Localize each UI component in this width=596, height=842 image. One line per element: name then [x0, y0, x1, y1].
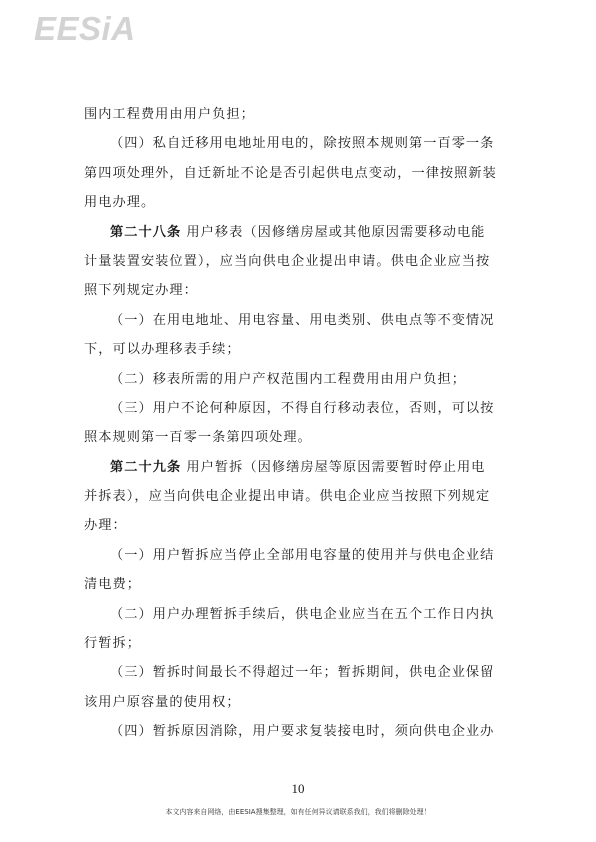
- line-text: 照本规则第一百零一条第四项处理。: [84, 430, 312, 446]
- line-text: 该用户原容量的使用权；: [84, 694, 241, 710]
- article-number: 第二十九条: [110, 459, 182, 475]
- text-line: [84, 188, 514, 217]
- text-line: [84, 129, 514, 158]
- text-line: [84, 276, 514, 305]
- line-text: 照下列规定办理：: [84, 283, 198, 299]
- line-text: （三）用户不论何种原因，不得自行移动表位，否则，可以按: [110, 400, 495, 416]
- line-text: （一）用户暂拆应当停止全部用电容量的使用并与供电企业结: [110, 547, 495, 563]
- document-body: [84, 100, 514, 747]
- text-line: [84, 423, 514, 452]
- text-line: [84, 159, 514, 188]
- text-line: [84, 453, 514, 482]
- line-text: 计量装置安装位置），应当向供电企业提出申请。供电企业应当按: [84, 253, 491, 269]
- text-line: [84, 394, 514, 423]
- line-text: 下，可以办理移表手续；: [84, 342, 241, 358]
- text-line: [84, 717, 514, 746]
- line-text: 用户暂拆（因修缮房屋等原因需要暂时停止用电: [181, 459, 486, 475]
- text-line: [84, 335, 514, 364]
- footer-disclaimer: 本文内容来自网络，由EESIA搜集整理，如有任何异议请联系我们，我们将删除处理！: [165, 808, 431, 816]
- eesia-logo: EESiA: [34, 10, 136, 47]
- text-line: [84, 100, 514, 129]
- line-text: 用户移表（因修缮房屋或其他原因需要移动电能: [181, 224, 486, 240]
- text-line: [84, 629, 514, 658]
- text-line: [84, 218, 514, 247]
- line-text: 第四项处理外，自迁新址不论是否引起供电点变动，一律按照新装: [84, 165, 497, 181]
- line-text: （四）私自迁移用电地址用电的，除按照本规则第一百零一条: [110, 136, 495, 152]
- text-line: [84, 365, 514, 394]
- line-text: （四）暂拆原因消除，用户要求复装接电时，须向供电企业办: [110, 724, 495, 740]
- line-text: （二）用户办理暂拆手续后，供电企业应当在五个工作日内执: [110, 606, 495, 622]
- text-line: [84, 541, 514, 570]
- line-text: （二）移表所需的用户产权范围内工程费用由用户负担；: [110, 371, 466, 387]
- line-text: （三）暂拆时间最长不得超过一年；暂拆期间，供电企业保留: [110, 665, 495, 681]
- text-line: [84, 306, 514, 335]
- text-line: [84, 482, 514, 511]
- text-line: [84, 658, 514, 687]
- line-text: 用电办理。: [84, 195, 156, 211]
- text-line: [84, 600, 514, 629]
- line-text: 清电费；: [84, 577, 141, 593]
- text-line: [84, 570, 514, 599]
- line-text: （一）在用电地址、用电容量、用电类别、供电点等不变情况: [110, 312, 495, 328]
- page-number: 10: [291, 781, 305, 796]
- line-text: 行暂拆；: [84, 636, 141, 652]
- line-text: 并拆表），应当向供电企业提出申请。供电企业应当按照下列规定: [84, 489, 491, 505]
- line-text: 办理：: [84, 518, 127, 534]
- line-text: 围内工程费用由用户负担；: [84, 107, 255, 122]
- text-line: [84, 511, 514, 540]
- text-line: [84, 688, 514, 717]
- article-number: 第二十八条: [110, 224, 182, 240]
- text-line: [84, 247, 514, 276]
